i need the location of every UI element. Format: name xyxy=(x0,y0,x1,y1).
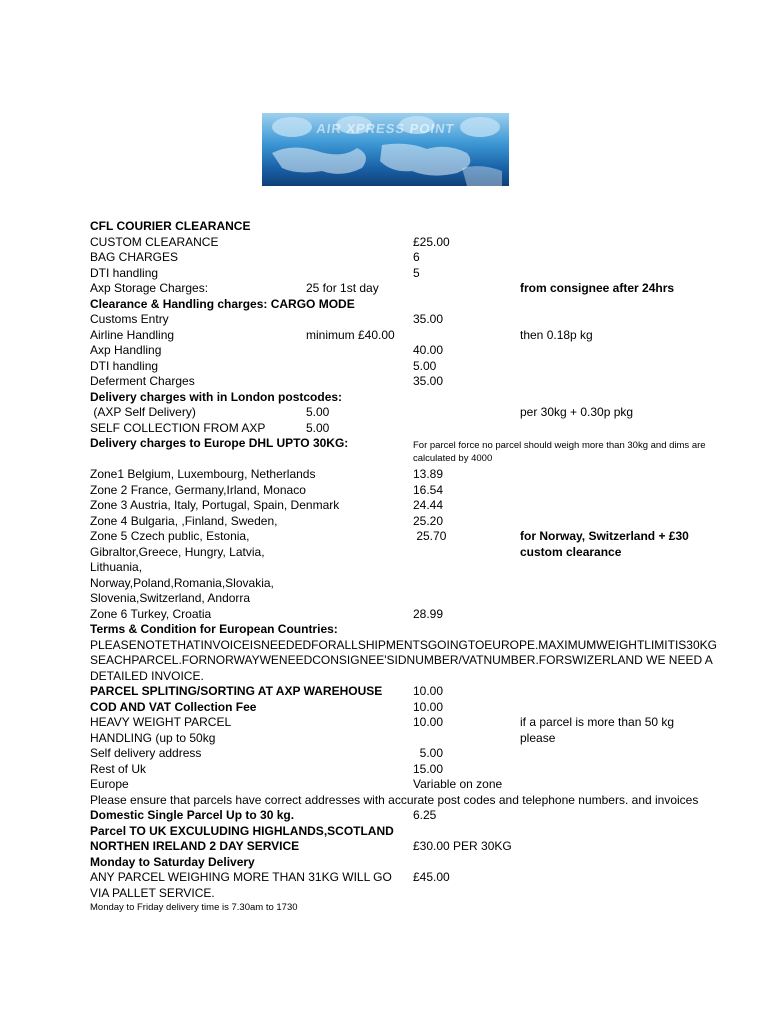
row-mid: 25 for 1st day xyxy=(306,281,379,295)
table-row xyxy=(90,700,730,716)
row-value: 5.00 xyxy=(413,746,444,760)
table-row xyxy=(90,312,730,328)
row-label: SELF COLLECTION FROM AXP xyxy=(90,420,266,435)
row-label: ANY PARCEL WEIGHING MORE THAN 31KG WILL GO VIA PALLET SERVICE. xyxy=(90,870,392,900)
terms-paragraph: PLEASENOTETHATINVOICEISNEEDEDFORALLSHIPMENTSGOINGTOEUROPE.MAXIMUMWEIGHTLIMITIS30KGSEACHPARCEL.FORNORWAYWENEEDCONSIGNEE'SIDNUMBER/VATNUMBER.FORSWIZERLAND WE NEED A DETAILED INVOICE. xyxy=(90,637,717,683)
table-row xyxy=(90,514,730,530)
row-value: 40.00 xyxy=(413,343,444,357)
row-label: Airline Handling xyxy=(90,327,175,342)
row-label: Zone1 Belgium, Luxembourg, Netherlands xyxy=(90,467,316,481)
row-label: NORTHEN IRELAND 2 DAY SERVICE xyxy=(90,839,300,853)
row-value: 5 xyxy=(413,265,420,280)
table-row xyxy=(90,343,730,359)
row-value: 6.25 xyxy=(413,808,437,822)
row-label: HEAVY WEIGHT PARCEL HANDLING (up to 50kg xyxy=(90,715,231,745)
row-value: 15.00 xyxy=(413,761,444,776)
row-value: 13.89 xyxy=(413,467,444,481)
table-row xyxy=(90,808,730,824)
table-row xyxy=(90,529,730,607)
row-note: For parcel force no parcel should weigh more than 30kg and dims are calculated by 4000 xyxy=(413,440,706,464)
row-value: 5.00 xyxy=(413,358,437,373)
table-row xyxy=(90,405,730,421)
row-label: Axp Handling xyxy=(90,343,162,357)
row-value: 35.00 xyxy=(413,312,444,326)
table-row xyxy=(90,824,730,840)
row-label: COD AND VAT Collection Fee xyxy=(90,699,257,714)
table-row xyxy=(90,374,730,390)
table-row xyxy=(90,390,730,406)
row-label: Monday to Saturday Delivery xyxy=(90,854,255,869)
table-row xyxy=(90,622,730,638)
row-value: 10.00 xyxy=(413,715,444,729)
table-row xyxy=(90,498,730,514)
row-value: £45.00 xyxy=(413,870,450,884)
row-label: DTI handling xyxy=(90,265,159,280)
section-heading: CFL COURIER CLEARANCE xyxy=(90,219,251,233)
row-label: Zone 4 Bulgaria, ,Finland, Sweden, xyxy=(90,513,278,528)
table-row xyxy=(90,297,730,313)
table-row xyxy=(90,855,730,871)
row-note: then 0.18p kg xyxy=(520,327,593,342)
table-row xyxy=(90,250,730,266)
section-heading: Delivery charges to Europe DHL UPTO 30KG: xyxy=(90,436,349,450)
row-label: Zone 3 Austria, Italy, Portugal, Spain, Denmark xyxy=(90,498,340,512)
table-row xyxy=(90,839,730,855)
row-label: BAG CHARGES xyxy=(90,250,179,264)
row-value: 25.20 xyxy=(413,513,444,528)
row-mid: minimum £40.00 xyxy=(306,327,395,342)
row-label: Monday to Friday delivery time is 7.30am to 1730 xyxy=(90,902,298,913)
table-row xyxy=(90,235,730,251)
row-label: Self delivery address xyxy=(90,746,202,760)
table-row xyxy=(90,870,730,901)
row-value: 24.44 xyxy=(413,498,444,512)
row-value: £25.00 xyxy=(413,234,450,249)
row-label: Rest of Uk xyxy=(90,761,147,776)
row-value: 35.00 xyxy=(413,374,444,388)
row-value: 6 xyxy=(413,250,420,264)
table-row xyxy=(90,777,730,793)
row-note: from consignee after 24hrs xyxy=(520,281,675,295)
row-label: Deferment Charges xyxy=(90,374,195,388)
row-label: Zone 6 Turkey, Croatia xyxy=(90,606,212,621)
row-label: Europe xyxy=(90,777,129,791)
table-row xyxy=(90,421,730,437)
row-label: Domestic Single Parcel Up to 30 kg. xyxy=(90,808,295,822)
row-label: Zone 5 Czech public, Estonia, Gibraltor,Greece, Hungry, Latvia, Lithuania, Norway,Poland,Romania,Slovakia, Slovenia,Switzerland, Andorra xyxy=(90,529,274,605)
table-row xyxy=(90,607,730,623)
table-row xyxy=(90,762,730,778)
row-value: Variable on zone xyxy=(413,777,503,791)
table-row xyxy=(90,359,730,375)
row-mid: 5.00 xyxy=(306,405,330,419)
row-note: for Norway, Switzerland + £30 custom clearance xyxy=(520,529,689,559)
table-row xyxy=(90,901,730,917)
table-row xyxy=(90,684,730,700)
row-note: per 30kg + 0.30p pkg xyxy=(520,405,634,419)
section-heading: Terms & Condition for European Countries: xyxy=(90,622,338,636)
row-value: 28.99 xyxy=(413,606,444,621)
row-label: Parcel TO UK EXCULUDING HIGHLANDS,SCOTLAND xyxy=(90,823,394,838)
row-label: Zone 2 France, Germany,Irland, Monaco xyxy=(90,482,306,497)
table-row xyxy=(90,219,730,235)
table-row xyxy=(90,715,730,746)
table-row xyxy=(90,746,730,762)
row-label: PARCEL SPLITING/SORTING AT AXP WAREHOUSE xyxy=(90,684,383,698)
table-row xyxy=(90,266,730,282)
row-mid: 5.00 xyxy=(306,420,330,435)
row-value: 16.54 xyxy=(413,482,444,497)
row-label: Customs Entry xyxy=(90,312,169,326)
table-row xyxy=(90,483,730,499)
row-label: CUSTOM CLEARANCE xyxy=(90,234,219,249)
table-row xyxy=(90,467,730,483)
section-heading: Delivery charges with in London postcodes: xyxy=(90,389,343,404)
price-list xyxy=(90,219,730,917)
row-value: 10.00 xyxy=(413,699,444,714)
row-label: DTI handling xyxy=(90,358,159,373)
section-heading: Clearance & Handling charges: CARGO MODE xyxy=(90,296,355,311)
table-row xyxy=(90,281,730,297)
table-row xyxy=(90,436,730,467)
row-value: 25.70 xyxy=(413,529,447,543)
table-row xyxy=(90,328,730,344)
company-banner xyxy=(262,113,509,186)
row-label: (AXP Self Delivery) xyxy=(90,405,196,419)
row-label: Axp Storage Charges: xyxy=(90,281,209,295)
row-value: 10.00 xyxy=(413,684,444,698)
banner-logo-text: AIR XPRESS POINT xyxy=(315,121,456,136)
row-note: if a parcel is more than 50 kg please xyxy=(520,715,675,745)
row-value: £30.00 PER 30KG xyxy=(413,839,512,853)
notice-paragraph: Please ensure that parcels have correct addresses with accurate post codes and telephone numbers. and invoices xyxy=(90,792,699,807)
